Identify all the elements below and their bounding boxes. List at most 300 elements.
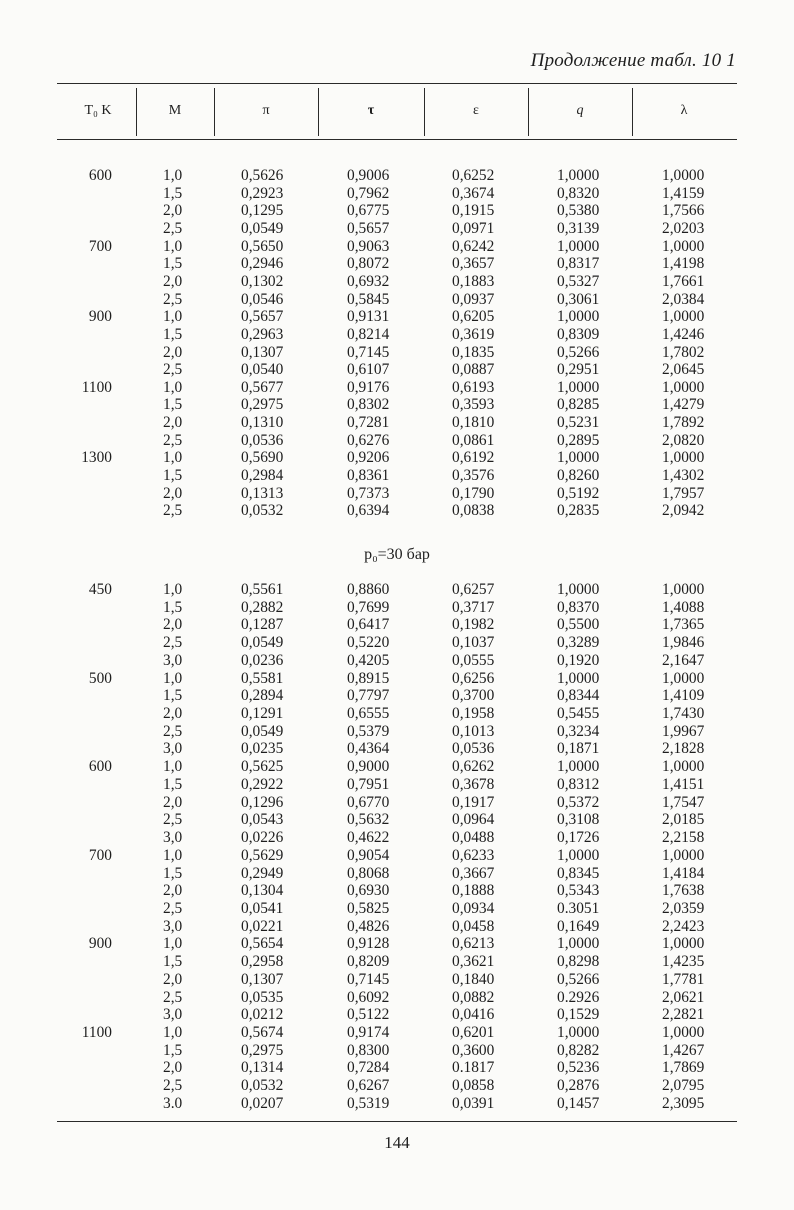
cell-q: 0,5266: [557, 970, 600, 988]
cell-eps: 0,0934: [452, 899, 495, 917]
cell-eps: 0,0391: [452, 1094, 495, 1112]
cell-lambda: 1,4198: [662, 255, 705, 273]
cell-lambda: 1,0000: [662, 308, 705, 326]
cell-lambda: 2,0621: [662, 988, 705, 1006]
cell-pi: 0,1310: [241, 414, 284, 432]
cell-pi: 0,1302: [241, 272, 284, 290]
cell-q: 0,8345: [557, 864, 600, 882]
cell-tau: 0,5220: [347, 634, 390, 652]
cell-lambda: 1,4151: [662, 775, 705, 793]
cell-lambda: 2,0820: [662, 431, 705, 449]
cell-tau: 0,5657: [347, 219, 390, 237]
cell-q: 0,1529: [557, 1006, 600, 1024]
cell-pi: 0,5629: [241, 846, 284, 864]
cell-pi: 0,5690: [241, 449, 284, 467]
cell-tau: 0,7145: [347, 970, 390, 988]
cell-pi: 0,0546: [241, 290, 284, 308]
cell-tau: 0,5122: [347, 1006, 390, 1024]
cell-q: 0,2835: [557, 502, 600, 520]
cell-q: 0,1649: [557, 917, 600, 935]
cell-eps: 0,6205: [452, 308, 495, 326]
header-bottom-rule: [57, 139, 737, 140]
cell-eps: 0,3621: [452, 953, 495, 971]
cell-tau: 0,7699: [347, 598, 390, 616]
cell-tau: 0,8860: [347, 581, 390, 598]
cell-lambda: 1,4088: [662, 598, 705, 616]
cell-lambda: 2,0942: [662, 502, 705, 520]
cell-tau: 0,5319: [347, 1094, 390, 1112]
cell-m: 2,0: [163, 793, 183, 811]
cell-tau: 0,7281: [347, 414, 390, 432]
cell-pi: 0,5657: [241, 308, 284, 326]
cell-m: 2,5: [163, 1077, 183, 1095]
cell-eps: 0,1888: [452, 882, 495, 900]
cell-tau: 0,5632: [347, 811, 390, 829]
cell-eps: 0,1840: [452, 970, 495, 988]
cell-m: 1,0: [163, 308, 183, 326]
cell-pi: 0,2923: [241, 184, 284, 202]
cell-q: 0,3289: [557, 634, 600, 652]
cell-tau: 0,8209: [347, 953, 390, 971]
cell-lambda: 1,7430: [662, 705, 705, 723]
cell-lambda: 1,0000: [662, 758, 705, 776]
cell-tau: 0,6932: [347, 272, 390, 290]
cell-eps: 0,6201: [452, 1024, 495, 1041]
cell-q: 1,0000: [557, 167, 600, 184]
cell-pi: 0,5561: [241, 581, 284, 598]
cell-t0: 1100: [81, 378, 112, 396]
cell-lambda: 1,4159: [662, 184, 705, 202]
cell-pi: 0,0549: [241, 219, 284, 237]
cell-lambda: 1,7892: [662, 414, 705, 432]
cell-lambda: 1,4246: [662, 325, 705, 343]
cell-q: 1,0000: [557, 308, 600, 326]
cell-pi: 0,2984: [241, 467, 284, 485]
cell-m: 3,0: [163, 740, 183, 758]
cell-tau: 0,9063: [347, 237, 390, 255]
cell-tau: 0,9128: [347, 935, 390, 953]
cell-eps: 0,6242: [452, 237, 495, 255]
cell-lambda: 1,4302: [662, 467, 705, 485]
cell-q: 1,0000: [557, 378, 600, 396]
cell-q: 0,5236: [557, 1059, 600, 1077]
cell-lambda: 1,9846: [662, 634, 705, 652]
cell-t0: 1100: [81, 1024, 112, 1041]
cell-m: 1,5: [163, 864, 183, 882]
cell-lambda: 1,0000: [662, 846, 705, 864]
cell-m: 2,0: [163, 202, 183, 220]
cell-pi: 0,1304: [241, 882, 284, 900]
cell-m: 1,5: [163, 1041, 183, 1059]
cell-tau: 0,9176: [347, 378, 390, 396]
cell-q: 0,8344: [557, 687, 600, 705]
cell-tau: 0,5379: [347, 722, 390, 740]
cell-pi: 0,0207: [241, 1094, 284, 1112]
cell-lambda: 1,7781: [662, 970, 705, 988]
cell-tau: 0,7145: [347, 343, 390, 361]
cell-m: 1,5: [163, 687, 183, 705]
cell-q: 0,8312: [557, 775, 600, 793]
cell-pi: 0,1314: [241, 1059, 284, 1077]
cell-eps: 0,0416: [452, 1006, 495, 1024]
cell-lambda: 2,1647: [662, 651, 705, 669]
cell-tau: 0,7962: [347, 184, 390, 202]
cell-t0: 700: [88, 846, 112, 864]
cell-m: 1,0: [163, 237, 183, 255]
cell-eps: 0,0536: [452, 740, 495, 758]
cell-m: 3,0: [163, 651, 183, 669]
cell-tau: 0,7373: [347, 484, 390, 502]
cell-eps: 0,3619: [452, 325, 495, 343]
header-tau: τ: [367, 103, 375, 118]
cell-q: 0,3061: [557, 290, 600, 308]
cell-eps: 0,1982: [452, 616, 495, 634]
cell-pi: 0,1307: [241, 343, 284, 361]
cell-m: 1,0: [163, 378, 183, 396]
header-t0: T₀ K: [84, 103, 112, 118]
page-number: 144: [384, 1133, 410, 1152]
cell-tau: 0,8214: [347, 325, 390, 343]
cell-lambda: 1,0000: [662, 237, 705, 255]
cell-m: 2,0: [163, 970, 183, 988]
cell-eps: 0,1013: [452, 722, 495, 740]
cell-eps: 0,0971: [452, 219, 495, 237]
cell-t0: 500: [88, 669, 112, 687]
cell-pi: 0,1291: [241, 705, 284, 723]
cell-m: 1,5: [163, 467, 183, 485]
cell-q: 0,8260: [557, 467, 600, 485]
cell-m: 2,0: [163, 484, 183, 502]
header-q: q: [576, 103, 584, 118]
cell-eps: 0,3674: [452, 184, 495, 202]
header-lambda: λ: [680, 103, 688, 118]
cell-lambda: 2,0795: [662, 1077, 705, 1095]
header-eps: ε: [473, 103, 479, 118]
cell-m: 1,0: [163, 1024, 183, 1041]
cell-eps: 0,3700: [452, 687, 495, 705]
cell-q: 0,8298: [557, 953, 600, 971]
cell-pi: 0,5650: [241, 237, 284, 255]
cell-q: 0,1457: [557, 1094, 600, 1112]
cell-pi: 0,0532: [241, 502, 284, 520]
cell-pi: 0,0549: [241, 722, 284, 740]
cell-q: 0,5231: [557, 414, 600, 432]
cell-tau: 0,9174: [347, 1024, 390, 1041]
table-caption: Продолжение табл. 10 1: [530, 50, 736, 71]
cell-pi: 0,2949: [241, 864, 284, 882]
cell-q: 1,0000: [557, 846, 600, 864]
cell-m: 2,0: [163, 414, 183, 432]
cell-tau: 0,4622: [347, 829, 390, 847]
cell-lambda: 1,0000: [662, 167, 705, 184]
cell-lambda: 1,0000: [662, 449, 705, 467]
cell-m: 1,0: [163, 669, 183, 687]
cell-lambda: 2,0203: [662, 219, 705, 237]
cell-tau: 0,8302: [347, 396, 390, 414]
cell-q: 0,3234: [557, 722, 600, 740]
cell-lambda: 2,0359: [662, 899, 705, 917]
cell-tau: 0,6092: [347, 988, 390, 1006]
cell-t0: 900: [88, 308, 112, 326]
cell-m: 2,0: [163, 882, 183, 900]
cell-lambda: 1,4235: [662, 953, 705, 971]
cell-lambda: 2,2821: [662, 1006, 705, 1024]
cell-lambda: 1,7566: [662, 202, 705, 220]
cell-pi: 0,5626: [241, 167, 284, 184]
cell-q: 0,8282: [557, 1041, 600, 1059]
cell-lambda: 1,4279: [662, 396, 705, 414]
cell-eps: 0,1958: [452, 705, 495, 723]
cell-tau: 0,9206: [347, 449, 390, 467]
cell-eps: 0,0858: [452, 1077, 495, 1095]
cell-q: 1,0000: [557, 935, 600, 953]
cell-pi: 0,0532: [241, 1077, 284, 1095]
cell-lambda: 1,7869: [662, 1059, 705, 1077]
cell-tau: 0,7797: [347, 687, 390, 705]
cell-m: 2,0: [163, 705, 183, 723]
cell-eps: 0,0458: [452, 917, 495, 935]
cell-lambda: 1,0000: [662, 1024, 705, 1041]
cell-m: 2,5: [163, 811, 183, 829]
cell-pi: 0,0235: [241, 740, 284, 758]
cell-q: 0,2895: [557, 431, 600, 449]
cell-lambda: 2,1828: [662, 740, 705, 758]
cell-q: 0.3051: [557, 899, 600, 917]
cell-m: 2,5: [163, 634, 183, 652]
cell-m: 1,0: [163, 449, 183, 467]
cell-tau: 0,9000: [347, 758, 390, 776]
cell-q: 0,1920: [557, 651, 600, 669]
cell-m: 1,0: [163, 581, 183, 598]
cell-eps: 0,6257: [452, 581, 495, 598]
table-bottom-rule: [57, 1121, 737, 1122]
cell-m: 2,5: [163, 722, 183, 740]
cell-lambda: 1,4184: [662, 864, 705, 882]
cell-q: 0,1871: [557, 740, 600, 758]
cell-pi: 0,2958: [241, 953, 284, 971]
cell-tau: 0,6555: [347, 705, 390, 723]
cell-lambda: 1,4109: [662, 687, 705, 705]
cell-m: 2,5: [163, 219, 183, 237]
cell-lambda: 1,0000: [662, 935, 705, 953]
cell-tau: 0,8361: [347, 467, 390, 485]
cell-tau: 0,9006: [347, 167, 390, 184]
cell-pi: 0,0236: [241, 651, 284, 669]
cell-t0: 700: [88, 237, 112, 255]
cell-m: 2,5: [163, 502, 183, 520]
cell-pi: 0,1295: [241, 202, 284, 220]
cell-eps: 0,3576: [452, 467, 495, 485]
cell-eps: 0,3667: [452, 864, 495, 882]
cell-tau: 0,6276: [347, 431, 390, 449]
cell-pi: 0,0541: [241, 899, 284, 917]
cell-pi: 0,1307: [241, 970, 284, 988]
cell-m: 1,0: [163, 846, 183, 864]
cell-m: 1,0: [163, 758, 183, 776]
cell-lambda: 1,7638: [662, 882, 705, 900]
cell-lambda: 1,7547: [662, 793, 705, 811]
cell-m: 2,5: [163, 290, 183, 308]
cell-pi: 0,0226: [241, 829, 284, 847]
cell-eps: 0,6252: [452, 167, 495, 184]
cell-tau: 0,4826: [347, 917, 390, 935]
cell-pi: 0,2975: [241, 396, 284, 414]
cell-eps: 0,0887: [452, 361, 495, 379]
cell-m: 1,5: [163, 396, 183, 414]
cell-q: 0,2951: [557, 361, 600, 379]
cell-q: 0,8320: [557, 184, 600, 202]
cell-lambda: 1,0000: [662, 669, 705, 687]
cell-q: 0,3108: [557, 811, 600, 829]
cell-m: 3,0: [163, 917, 183, 935]
cell-lambda: 1,7661: [662, 272, 705, 290]
cell-m: 3.0: [163, 1094, 183, 1112]
cell-pi: 0,5581: [241, 669, 284, 687]
cell-pi: 0,0535: [241, 988, 284, 1006]
cell-tau: 0,6770: [347, 793, 390, 811]
cell-tau: 0,6930: [347, 882, 390, 900]
cell-lambda: 2,2423: [662, 917, 705, 935]
cell-q: 0,5343: [557, 882, 600, 900]
cell-lambda: 2,2158: [662, 829, 705, 847]
cell-m: 2,5: [163, 431, 183, 449]
cell-tau: 0,5825: [347, 899, 390, 917]
cell-tau: 0,8915: [347, 669, 390, 687]
cell-eps: 0,6262: [452, 758, 495, 776]
cell-eps: 0,1810: [452, 414, 495, 432]
cell-q: 1,0000: [557, 581, 600, 598]
cell-pi: 0,2963: [241, 325, 284, 343]
cell-eps: 0,6233: [452, 846, 495, 864]
cell-lambda: 2,3095: [662, 1094, 705, 1112]
cell-pi: 0,2882: [241, 598, 284, 616]
cell-t0: 450: [88, 581, 112, 598]
cell-m: 3,0: [163, 829, 183, 847]
cell-q: 0,5380: [557, 202, 600, 220]
header-m: M: [168, 103, 182, 118]
cell-t0: 600: [88, 167, 112, 184]
cell-eps: 0,1915: [452, 202, 495, 220]
cell-pi: 0,1313: [241, 484, 284, 502]
cell-eps: 0,3657: [452, 255, 495, 273]
cell-lambda: 1,7802: [662, 343, 705, 361]
cell-eps: 0,3717: [452, 598, 495, 616]
cell-tau: 0,4364: [347, 740, 390, 758]
cell-pi: 0,0536: [241, 431, 284, 449]
cell-q: 0,5372: [557, 793, 600, 811]
cell-q: 1,0000: [557, 1024, 600, 1041]
cell-lambda: 2,0185: [662, 811, 705, 829]
cell-pi: 0,5625: [241, 758, 284, 776]
cell-eps: 0,1917: [452, 793, 495, 811]
cell-pi: 0,0540: [241, 361, 284, 379]
cell-lambda: 1,7365: [662, 616, 705, 634]
cell-pi: 0,0221: [241, 917, 284, 935]
cell-pi: 0,0212: [241, 1006, 284, 1024]
cell-q: 1,0000: [557, 758, 600, 776]
cell-tau: 0,6267: [347, 1077, 390, 1095]
cell-eps: 0,0861: [452, 431, 495, 449]
cell-pi: 0,0543: [241, 811, 284, 829]
cell-tau: 0,9054: [347, 846, 390, 864]
cell-eps: 0,0964: [452, 811, 495, 829]
cell-m: 2,0: [163, 343, 183, 361]
cell-pi: 0,5654: [241, 935, 284, 953]
cell-eps: 0,6192: [452, 449, 495, 467]
cell-eps: 0,1835: [452, 343, 495, 361]
cell-m: 2,0: [163, 1059, 183, 1077]
cell-eps: 0,3600: [452, 1041, 495, 1059]
cell-eps: 0,1883: [452, 272, 495, 290]
cell-tau: 0,6417: [347, 616, 390, 634]
cell-t0: 900: [88, 935, 112, 953]
cell-m: 3,0: [163, 1006, 183, 1024]
cell-m: 2,5: [163, 899, 183, 917]
cell-m: 1,5: [163, 598, 183, 616]
cell-tau: 0,6394: [347, 502, 390, 520]
cell-eps: 0,1790: [452, 484, 495, 502]
cell-q: 1,0000: [557, 237, 600, 255]
cell-pi: 0,5674: [241, 1024, 284, 1041]
cell-pi: 0,2946: [241, 255, 284, 273]
cell-tau: 0,7951: [347, 775, 390, 793]
cell-eps: 0,3593: [452, 396, 495, 414]
cell-eps: 0,0937: [452, 290, 495, 308]
cell-q: 0,5500: [557, 616, 600, 634]
cell-tau: 0,8300: [347, 1041, 390, 1059]
cell-m: 2,0: [163, 272, 183, 290]
cell-eps: 0,0488: [452, 829, 495, 847]
cell-pi: 0,2975: [241, 1041, 284, 1059]
cell-tau: 0,5845: [347, 290, 390, 308]
cell-q: 0,3139: [557, 219, 600, 237]
cell-m: 1,5: [163, 255, 183, 273]
cell-m: 1,0: [163, 935, 183, 953]
cell-tau: 0,7284: [347, 1059, 390, 1077]
cell-pi: 0,1287: [241, 616, 284, 634]
cell-pi: 0,2922: [241, 775, 284, 793]
cell-pi: 0,2894: [241, 687, 284, 705]
cell-eps: 0,0838: [452, 502, 495, 520]
cell-tau: 0,6107: [347, 361, 390, 379]
cell-q: 1,0000: [557, 669, 600, 687]
cell-m: 2,0: [163, 616, 183, 634]
cell-q: 0,5327: [557, 272, 600, 290]
cell-tau: 0,9131: [347, 308, 390, 326]
cell-tau: 0,6775: [347, 202, 390, 220]
cell-q: 0,2876: [557, 1077, 600, 1095]
cell-m: 2,5: [163, 361, 183, 379]
cell-pi: 0,0549: [241, 634, 284, 652]
cell-eps: 0,1037: [452, 634, 495, 652]
cell-q: 0.2926: [557, 988, 600, 1006]
cell-eps: 0.1817: [452, 1059, 495, 1077]
cell-q: 0,5266: [557, 343, 600, 361]
cell-q: 0,8317: [557, 255, 600, 273]
cell-lambda: 1,9967: [662, 722, 705, 740]
cell-m: 1,5: [163, 953, 183, 971]
cell-q: 1,0000: [557, 449, 600, 467]
cell-lambda: 1,0000: [662, 378, 705, 396]
cell-eps: 0,0882: [452, 988, 495, 1006]
cell-pi: 0,5677: [241, 378, 284, 396]
cell-t0: 1300: [81, 449, 112, 467]
cell-eps: 0,6213: [452, 935, 495, 953]
cell-eps: 0,0555: [452, 651, 495, 669]
cell-lambda: 2,0384: [662, 290, 705, 308]
cell-tau: 0,8068: [347, 864, 390, 882]
cell-m: 1,5: [163, 184, 183, 202]
